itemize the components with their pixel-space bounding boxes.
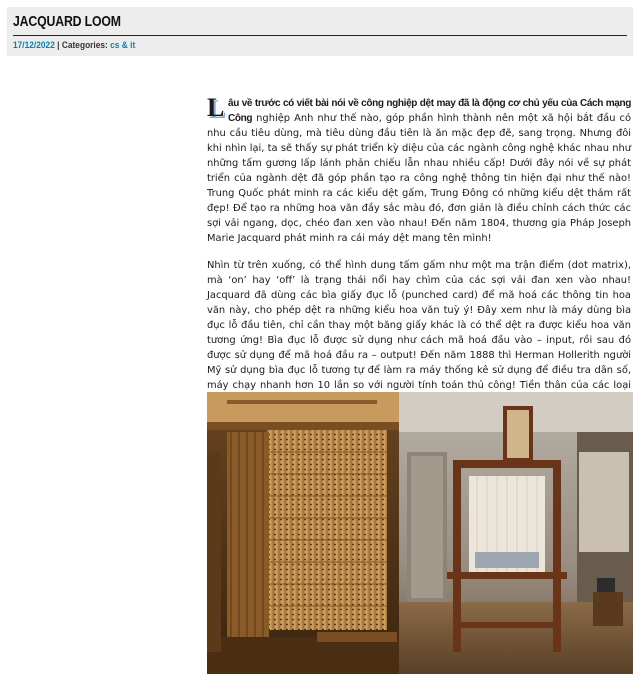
paragraph-1 <box>207 93 631 246</box>
loom-room-photo <box>399 392 633 674</box>
meta-separator: | <box>57 40 60 51</box>
paragraph-2: Nhìn từ trên xuống, có thể hình dung tấm gấm như một ma trận điểm (dot matrix), mà ‘on’ hay ‘off’ là trạng thái nổi hay chìm của các sợi vải đan xen vào nhau! Jacquard đã dùng các bìa giấy đục lỗ (punched card) để mã hoá các thông tin hoa văn này, cho phép dệt ra những kiểu hoa văn tuỳ ý! Đây xem như là máy dùng bìa đục lỗ đầu tiên, chỉ cần thay một băng giấy khác là có thể dệt ra được kiểu hoa văn tương ứng! Bìa đục lỗ được sử dụng như cách mã hoá đầu vào – input, rồi sau đó được sử dụng để mã hoá đầu ra – output! Đến năm 1888 thì Herman Hollerith người Mỹ sử dụng bìa đục lỗ tương tự để làm ra máy thống kê sử dụng để điều tra dân số, máy chạy nhanh hơn 10 lần so với người tính toán thủ công! Tiền thân của các loại <box>207 260 631 391</box>
post-meta <box>13 40 135 52</box>
post-header <box>7 7 633 56</box>
post-title: JACQUARD LOOM <box>13 13 121 30</box>
post-date: 17/12/2022 <box>13 40 55 51</box>
title-divider <box>13 35 627 36</box>
categories-label: Categories: <box>61 40 108 51</box>
jacquard-loom-photo <box>207 392 633 674</box>
drop-cap: L <box>207 93 225 122</box>
punched-cards-photo <box>207 392 399 674</box>
paragraph-1-text: nghiệp Anh như thế nào, góp phần hình thành nên một xã hội bắt đầu có nhu cầu tiêu dùng, mà tiêu dùng đầu tiên là ăn mặc đẹp đẽ, sang trọng. Nhưng đôi khi nhìn lại, ta sẽ thấy sự phát triển kỳ diệu của các ngành công nghệ khác nhau như những tấm gương lấp lánh phản chiếu lẫn nhau nhiều cấp! Dưới đây nói về sự phát triển của ngành dệt đã góp phần tạo ra công nghệ thông tin hiện đại như thế nào! Trung Quốc phát minh ra các kiểu dệt gấm, Trung Đông có những kiểu dệt thảm rất đẹp! Để tạo ra những hoa văn đầy sắc màu đó, đơn giản là điều chỉnh cách thức các sợi vải ngang, dọc, chéo đan xen vào nhau! Đến năm 1804, thương gia Pháp Joseph Marie Jacquard phát minh ra cái máy dệt mang tên mình! <box>207 113 631 244</box>
category-link[interactable]: cs & it <box>110 40 136 51</box>
article-body <box>207 93 631 420</box>
lead-text: âu về trước có viết bài nói về công nghiệp dệt may đã là động cơ chủ yếu của Cách mạng Công <box>228 98 631 124</box>
